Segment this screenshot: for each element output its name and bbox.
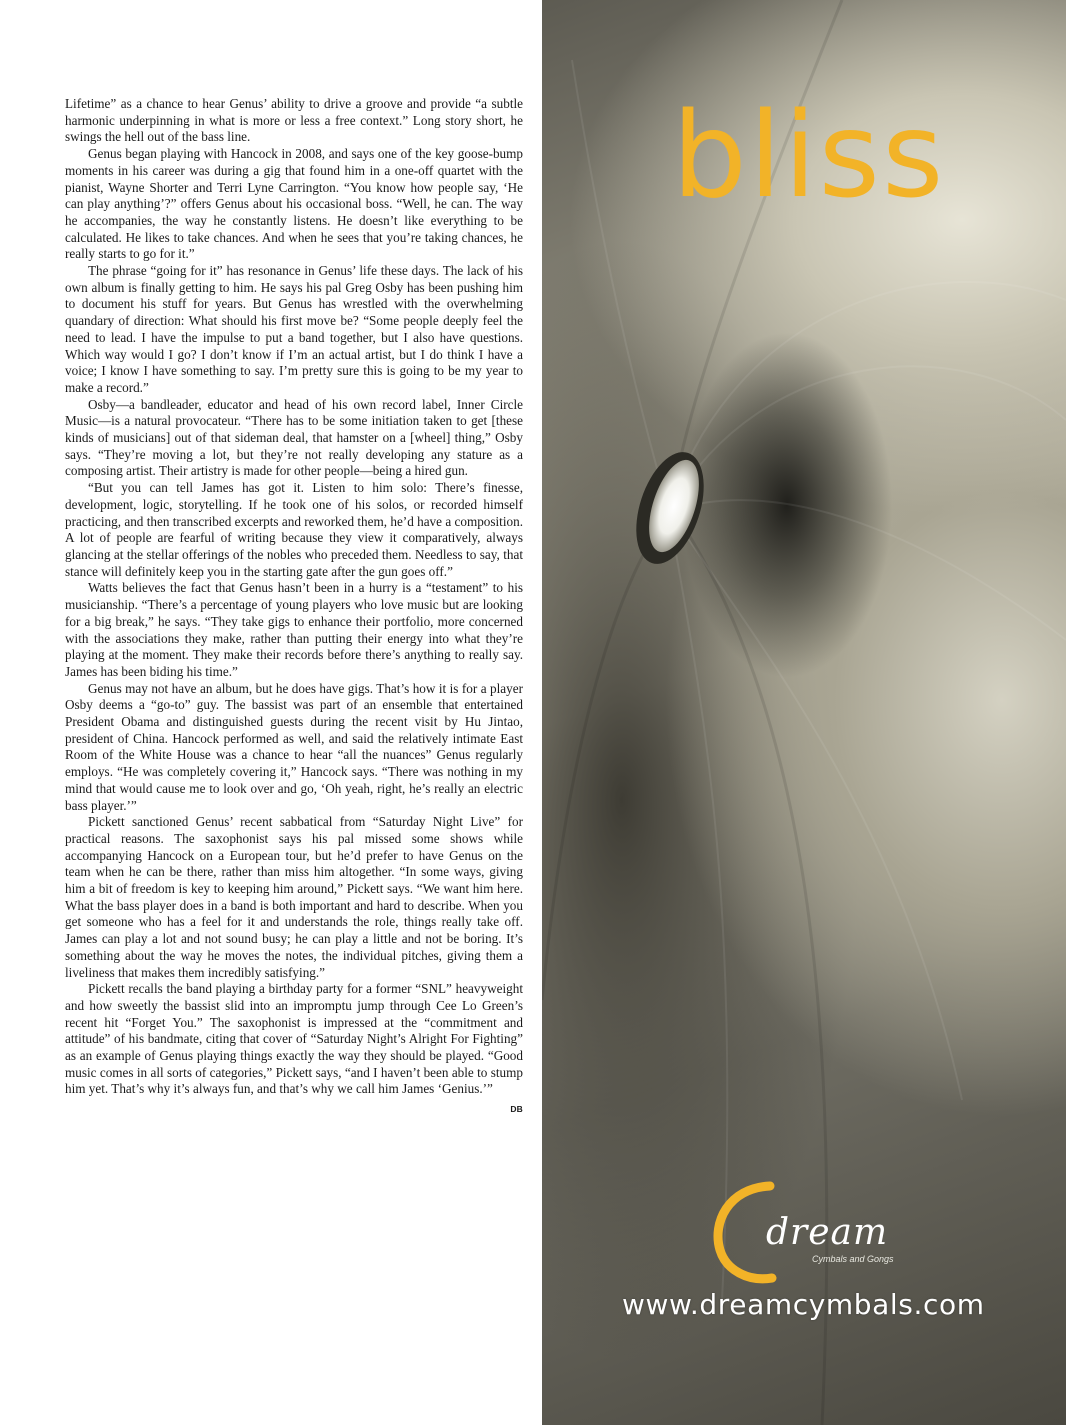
article-paragraph: “But you can tell James has got it. Listen to him solo: There’s finesse, development, logic, storytelling. If he took one of his solos, or recorded himself practicing, and then transcribed excerpts and reworked them, he’d have a composition. A lot of people are fearful of writing because they view it comparatively, always glancing at the stellar offerings of the nobles who preceded them. Needless to say, that stance will definitely keep you in the starting gate after the gun goes off.” (65, 480, 523, 579)
article-paragraph: Genus may not have an album, but he does have gigs. That’s how it is for a player Osby deems a “go-to” guy. The bassist was part of an ensemble that entertained President Obama and distinguished guests during the recent visit by Hu Jintao, president of China. Hancock performed as well, and said the relatively intimate East Room of the White House was a chance to hear “all the nuances” Genus regularly employs. “He was completely covering it,” Hancock says. “There was nothing in my mind that would cause me to look over and go, ‘Oh yeah, right, he’s really an electric bass player.’” (65, 680, 523, 813)
article-paragraph: The phrase “going for it” has resonance in Genus’ life these days. The lack of his own album is finally getting to him. He says his pal Greg Osby has been pushing him to document his stuff for years. But Genus has wrestled with the overwhelming quandary of direction: What should his first move be? “Some people deeply feel the need to lead. I have the impulse to put a band together, but I also have questions. Which way would I go? I don’t know if I’m an actual artist, but I do think I have a voice; I know I have something to say. I’m pretty sure this is going to be my year to make a record.” (65, 263, 523, 395)
article-paragraph: Osby—a bandleader, educator and head of his own record label, Inner Circle Music—is a natural provocateur. “There has to be some initiation taken to get [these kinds of musicians] out of that sideman deal, that hamster on a [wheel] thing,” Osby says. “They’re moving a lot, but they’re not really developing any stature as a composing artist. Their artistry is made for other people—being a hired gun. (65, 396, 523, 479)
article-column (65, 96, 523, 1118)
article-paragraph-last (65, 981, 523, 1115)
advertisement-panel (542, 0, 1066, 1425)
logo-tagline: Cymbals and Gongs (812, 1254, 894, 1264)
article-paragraph: Pickett sanctioned Genus’ recent sabbatical from “Saturday Night Live” for practical reasons. The saxophonist says his pal missed some shows while accompanying Hancock on a European tour, but he’d prefer to have Genus on the team when he can be there, rather than miss him altogether. “In some ways, giving him a bit of freedom is key to keeping him around,” Pickett says. “We want him here. What the bass player does in a band is both important and hard to describe. When you get someone who has a feel for it and understands the role, things really take off. James can play a lot and not sound busy; he can play a little and not be boring. It’s something about the way he moves the notes, the individual pitches, giving them a liveliness that makes them incredibly satisfying.” (65, 814, 523, 980)
article-paragraph: Genus began playing with Hancock in 2008, and says one of the key goose-bump moments in his career was during a gig that found him in a one-off quartet with the pianist, Wayne Shorter and Terri Lyne Carrington. “You know how people say, ‘He can play anything’?” offers Genus about his occasional boss. “Well, he can. The way he accompanies, the way he constantly listens. He doesn’t like everything to be calculated. He likes to take chances. And when he sees that you’re taking chances, he really starts to go for it.” (65, 146, 523, 262)
end-mark: DB (510, 1104, 523, 1115)
article-paragraph: Lifetime” as a chance to hear Genus’ ability to drive a groove and provide “a subtle harmonic underpinning in what is more or less a free context.” Long story short, he swings the hell out of the bass line. (65, 96, 523, 145)
ad-url[interactable]: www.dreamcymbals.com (622, 1288, 985, 1321)
article-paragraph: Watts believes the fact that Genus hasn’t been in a hurry is a “testament” to his musicianship. “There’s a percentage of young players who love music but are looking for a big break,” he says. “They take gigs to enhance their portfolio, more concerned with the associations they make, rather than putting their energy into what they’re playing at the moment. They make their records before there’s anything to really say. James has been biding his time.” (65, 580, 523, 679)
logo-wordmark: dream (766, 1212, 889, 1253)
ad-headline: bliss (672, 86, 946, 224)
article-paragraph-text: Pickett recalls the band playing a birthday party for a former “SNL” heavyweight and how sweetly the bassist slid into an impromptu jump through Cee Lo Green’s recent hit “Forget You.” The saxophonist is impressed at the “commitment and attitude” of his bandmate, citing that cover of “Saturday Night’s Alright For Fighting” as an example of Genus playing things exactly the way they should be played. “Good music comes in all sorts of categories,” Pickett says, “and I haven’t been able to stump him yet. That’s why it’s always fun, and that’s why we call him James ‘Genius.’” (65, 981, 523, 1097)
